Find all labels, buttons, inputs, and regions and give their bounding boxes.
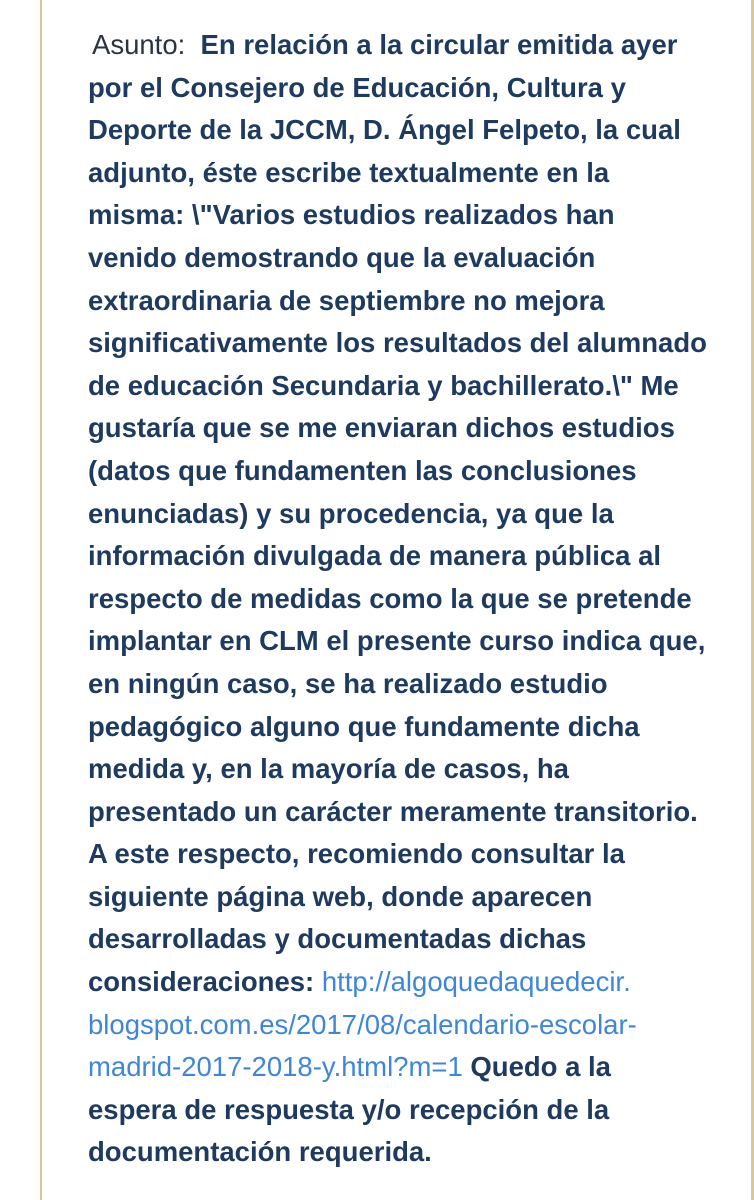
message-line: pedagógico alguno que fundamente dicha <box>88 710 640 742</box>
message-line: consideraciones: <box>88 966 322 998</box>
request-message <box>88 24 738 1174</box>
message-line: misma: \"Varios estudios realizados han <box>88 199 615 231</box>
message-line: A este respecto, recomiendo consultar la <box>88 838 625 870</box>
message-line: enunciadas) y su procedencia, ya que la <box>88 497 614 529</box>
message-line: siguiente página web, donde aparecen <box>88 880 593 912</box>
message-line: medida y, en la mayoría de casos, ha <box>88 753 569 785</box>
message-line: extraordinaria de septiembre no mejora <box>88 284 605 316</box>
message-line: presentado un carácter meramente transitorio. <box>88 795 698 827</box>
message-line: venido demostrando que la evaluación <box>88 241 596 273</box>
left-border <box>40 0 42 1200</box>
message-line: implantar en CLM el presente curso indica que, <box>88 625 706 657</box>
message-line: desarrolladas y documentadas dichas <box>88 923 587 955</box>
message-line: gustaría que se me enviaran dichos estudios <box>88 412 675 444</box>
message-line: Deporte de la JCCM, D. Ángel Felpeto, la cual <box>88 114 681 146</box>
blog-link[interactable]: blogspot.com.es/2017/08/calendario-escolar- <box>88 1008 637 1040</box>
message-line: Quedo a la <box>462 1051 611 1083</box>
message-line: respecto de medidas como la que se pretende <box>88 582 692 614</box>
message-line: (datos que fundamenten las conclusiones <box>88 454 637 486</box>
message-line: adjunto, éste escribe textualmente en la <box>88 156 610 188</box>
message-line: espera de respuesta y/o recepción de la <box>88 1093 610 1125</box>
message-line: en ningún caso, se ha realizado estudio <box>88 667 608 699</box>
blog-link[interactable]: madrid-2017-2018-y.html?m=1 <box>88 1051 463 1083</box>
message-line: por el Consejero de Educación, Cultura y <box>88 71 626 103</box>
message-line: significativamente los resultados del alumnado <box>88 327 707 359</box>
subject-label: Asunto: <box>92 29 186 60</box>
message-line: En relación a la circular emitida ayer <box>200 29 678 60</box>
message-line: información divulgada de manera pública al <box>88 540 662 572</box>
blog-link[interactable]: http://algoquedaquedecir. <box>321 966 631 998</box>
message-line: de educación Secundaria y bachillerato.\" Me <box>88 369 679 401</box>
message-line: documentación requerida. <box>88 1136 432 1168</box>
